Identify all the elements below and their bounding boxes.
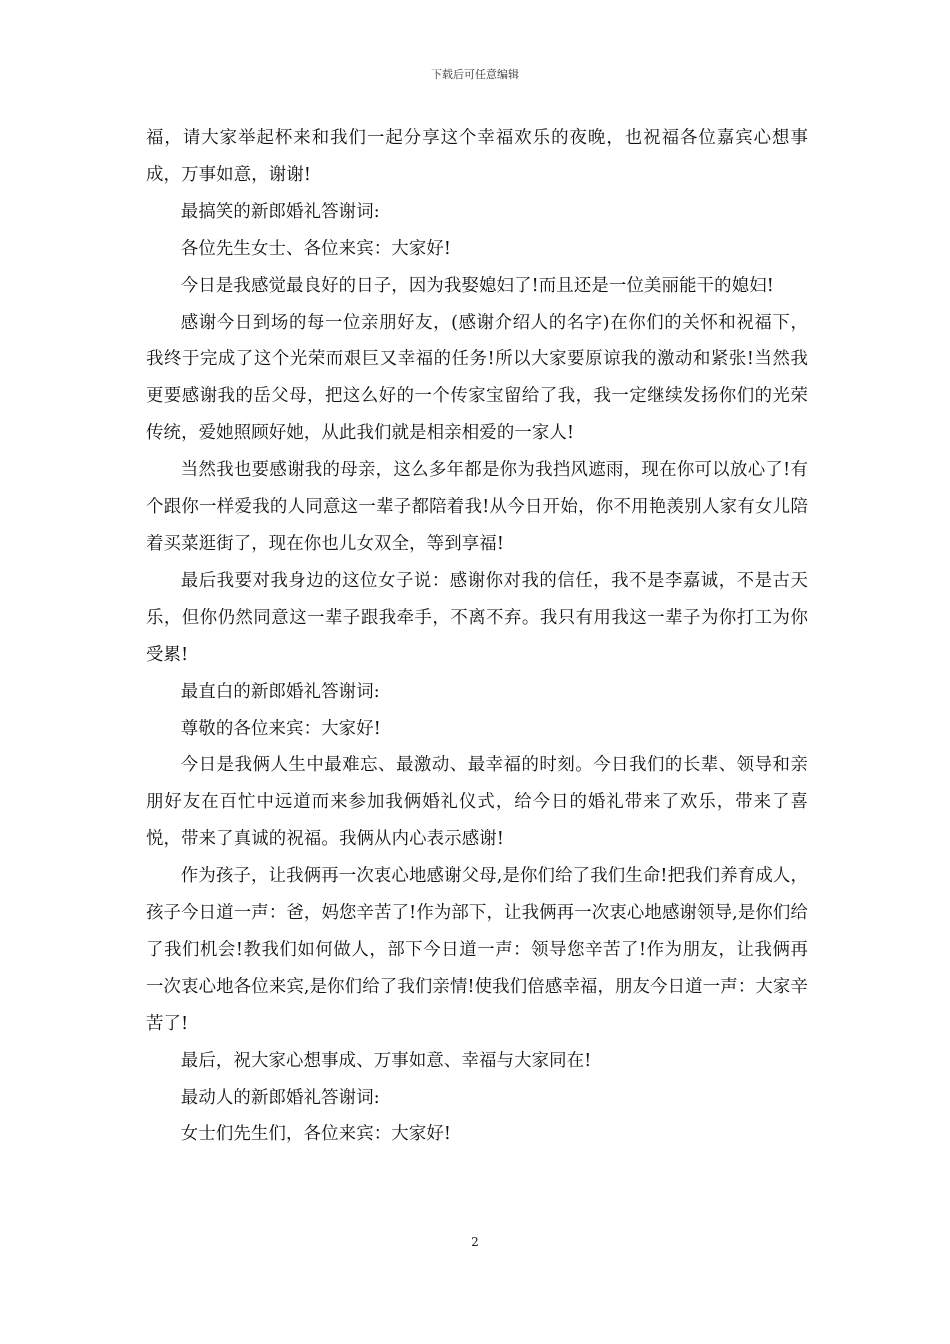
paragraph: 当然我也要感谢我的母亲，这么多年都是你为我挡风遮雨，现在你可以放心了!有个跟你一样爱我的人同意这一辈子都陪着我!从今日开始，你不用艳羡别人家有女儿陪着买菜逛街了，现在你也儿女双全，等到享福!	[146, 460, 808, 554]
greeting: 女士们先生们，各位来宾：大家好!	[180, 1124, 452, 1145]
page-number: 2	[471, 1235, 479, 1249]
header-note: 下载后可任意编辑	[431, 68, 519, 81]
paragraph: 今日是我俩人生中最难忘、最激动、最幸福的时刻。今日我们的长辈、领导和亲朋好友在百忙中远道而来参加我俩婚礼仪式，给今日的婚礼带来了欢乐，带来了喜悦，带来了真诚的祝福。我俩从内心表示感谢!	[146, 755, 808, 850]
greeting: 各位先生女士、各位来宾：大家好!	[180, 238, 452, 259]
paragraph: 最后我要对我身边的这位女子说：感谢你对我的信任，我不是李嘉诚，不是古天乐，但你仍然同意这一辈子跟我牵手，不离不弃。我只有用我这一辈子为你打工为你受累!	[146, 570, 808, 665]
document-body	[146, 120, 808, 1153]
paragraph-continuation: 福，请大家举起杯来和我们一起分享这个幸福欢乐的夜晚，也祝福各位嘉宾心想事成，万事如意，谢谢!	[146, 128, 808, 185]
paragraph: 作为孩子，让我俩再一次衷心地感谢父母,是你们给了我们生命!把我们养育成人，孩子今日道一声：爸，妈您辛苦了!作为部下，让我俩再一次衷心地感谢领导,是你们给了我们机会!教我们如何做人，部下今日道一声：领导您辛苦了!作为朋友，让我俩再一次衷心地各位来宾,是你们给了我们亲情!使我们倍感幸福，朋友今日道一声：大家辛苦了!	[146, 866, 808, 1034]
section-heading-funny: 最搞笑的新郎婚礼答谢词:	[180, 201, 380, 222]
paragraph: 感谢今日到场的每一位亲朋好友，(感谢介绍人的名字)在你们的关怀和祝福下，我终于完成了这个光荣而艰巨又幸福的任务!所以大家要原谅我的激动和紧张!当然我更要感谢我的岳父母，把这么好的一个传家宝留给了我，我一定继续发扬你们的光荣传统，爱她照顾好她，从此我们就是相亲相爱的一家人!	[146, 312, 808, 444]
greeting: 尊敬的各位来宾：大家好!	[180, 718, 381, 739]
section-heading-touching: 最动人的新郎婚礼答谢词:	[180, 1087, 380, 1108]
paragraph: 今日是我感觉最良好的日子，因为我娶媳妇了!而且还是一位美丽能干的媳妇!	[180, 275, 774, 296]
section-heading-direct: 最直白的新郎婚礼答谢词:	[180, 681, 380, 702]
paragraph: 最后，祝大家心想事成、万事如意、幸福与大家同在!	[180, 1050, 592, 1071]
